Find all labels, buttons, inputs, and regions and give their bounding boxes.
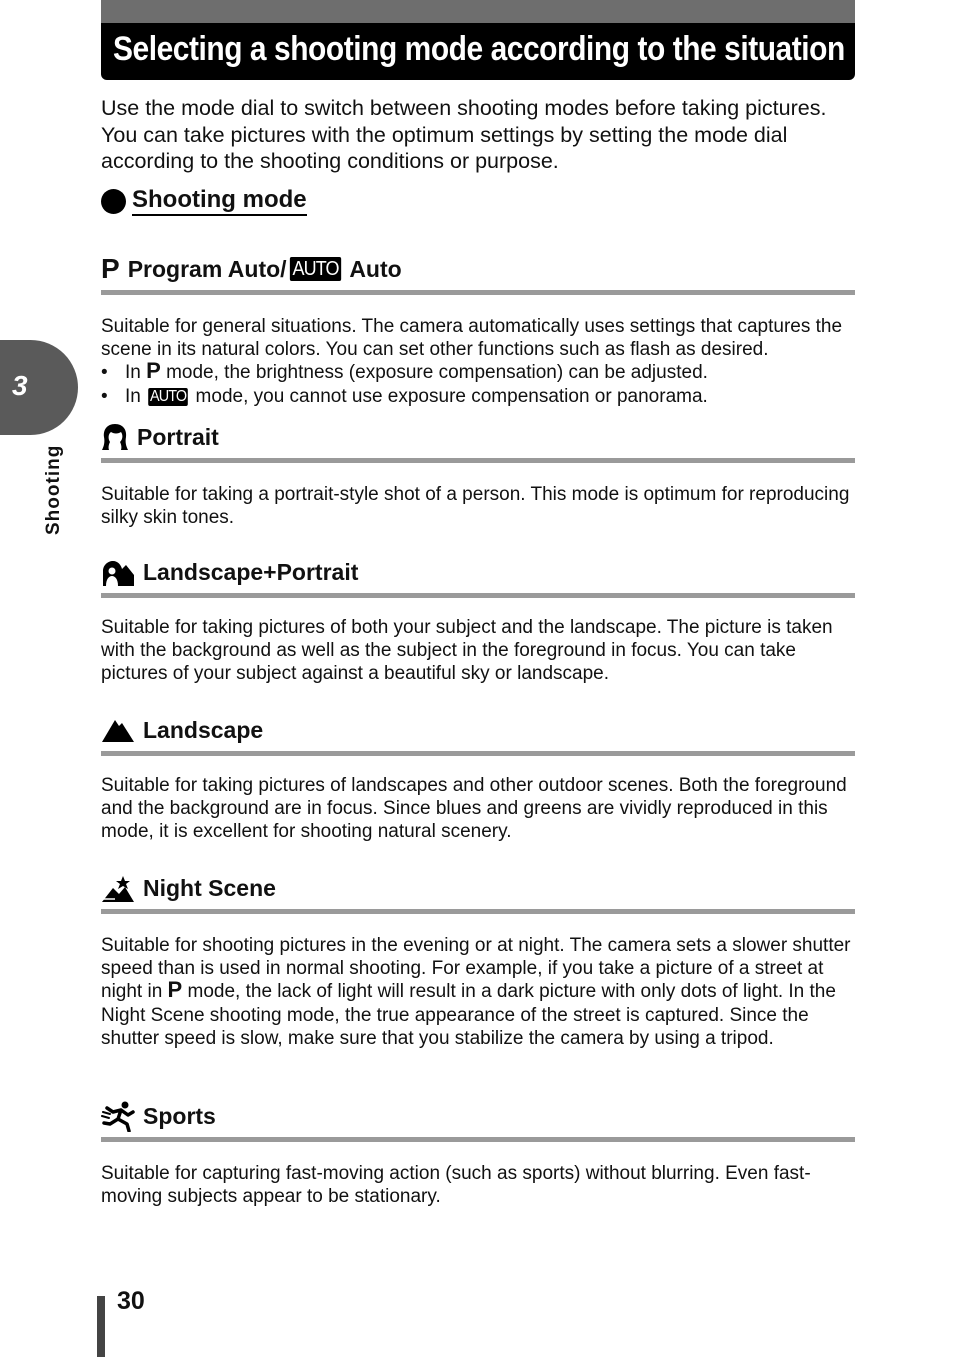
bullet-item <box>101 358 855 384</box>
heading-text-a: Program Auto/ <box>127 255 287 282</box>
section-heading <box>101 252 855 286</box>
page-title: Selecting a shooting mode according to the situation <box>113 30 845 68</box>
portrait-icon <box>101 422 129 452</box>
chapter-number: 3 <box>12 370 28 401</box>
section-landscape <box>101 713 855 844</box>
section-body: Suitable for taking pictures of landscapes and other outdoor scenes. Both the foreground and the background are in focus. Since blues and greens are vividly reproduced in this mode, it is excellent for shooting natural scenery. <box>101 775 847 843</box>
subheading-shooting-mode <box>101 186 307 216</box>
section-body: Suitable for taking pictures of both your subject and the landscape. The picture is taken with the background as well as the subject in the foreground in focus. You can take pictures of your subject against a beautiful sky or landscape. <box>101 617 833 685</box>
section-body <box>101 934 855 1050</box>
mountain-icon <box>101 717 135 743</box>
section-rule <box>101 751 855 756</box>
section-program-auto <box>101 252 855 408</box>
heading-text: Landscape <box>143 716 264 743</box>
section-body: Suitable for taking a portrait-style shot of a person. This mode is optimum for reproducing silky skin tones. <box>101 484 850 529</box>
section-body: Suitable for general situations. The camera automatically uses settings that captures the scene in its natural colors. You can set other functions such as flash as desired. <box>101 316 843 361</box>
program-p-icon: P <box>167 977 183 1003</box>
night-scene-icon <box>101 873 135 903</box>
bullet-text: In <box>125 385 147 407</box>
bullet-text: In <box>125 362 147 384</box>
heading-text: Night Scene <box>143 874 276 901</box>
page-number-bar <box>97 1296 105 1357</box>
landscape-portrait-icon <box>101 557 135 587</box>
section-rule <box>101 909 855 914</box>
body-text: Suitable for shooting pictures in the evening or at night. The camera sets a slower shutter speed than is used in normal shooting. For example, if you take a picture of a street at night in <box>101 935 851 1003</box>
heading-text: Landscape+Portrait <box>143 558 359 585</box>
program-p-icon: P <box>101 253 120 284</box>
section-heading <box>101 420 855 454</box>
bullet-dot-icon <box>101 189 126 214</box>
auto-mode-icon: AUTO <box>289 257 340 281</box>
body-text: mode, the lack of light will result in a dark picture with only dots of light. In the Night Scene shooting mode, the true appearance of the street is captured. Since the shutter speed is slow, make sure that you stabilize the camera by using a tripod. <box>101 981 836 1049</box>
section-heading <box>101 871 855 905</box>
bullet-text: mode, the brightness (exposure compensation) can be adjusted. <box>160 362 708 384</box>
section-rule <box>101 1137 855 1142</box>
sports-icon <box>101 1100 135 1132</box>
chapter-tab <box>0 340 78 435</box>
bullet-item <box>101 385 855 408</box>
bullet-text: mode, you cannot use exposure compensation or panorama. <box>190 385 708 407</box>
section-landscape-portrait <box>101 555 855 686</box>
section-heading <box>101 555 855 589</box>
title-top-strip <box>101 0 855 23</box>
page-number: 30 <box>117 1287 145 1315</box>
section-heading <box>101 1099 855 1133</box>
section-heading <box>101 713 855 747</box>
section-sports <box>101 1099 855 1208</box>
section-rule <box>101 458 855 463</box>
program-p-icon: P <box>146 358 161 384</box>
title-bar <box>101 0 855 80</box>
section-rule <box>101 593 855 598</box>
heading-text: Sports <box>143 1102 216 1129</box>
heading-text-b: Auto <box>343 255 402 282</box>
section-rule <box>101 290 855 295</box>
section-body: Suitable for capturing fast-moving action (such as sports) without blurring. Even fast-moving subjects appear to be stationary. <box>101 1163 811 1208</box>
section-night-scene <box>101 871 855 1050</box>
auto-mode-icon: AUTO <box>150 387 187 405</box>
heading-text: Portrait <box>137 423 219 450</box>
intro-paragraph: Use the mode dial to switch between shooting modes before taking pictures. You can take pictures with the optimum settings by setting the mode dial according to the shooting conditions or purpose. <box>101 96 827 173</box>
section-portrait <box>101 420 855 529</box>
subheading-text: Shooting mode <box>132 186 307 216</box>
chapter-label: Shooting <box>43 444 64 535</box>
bullet-list <box>101 358 855 407</box>
